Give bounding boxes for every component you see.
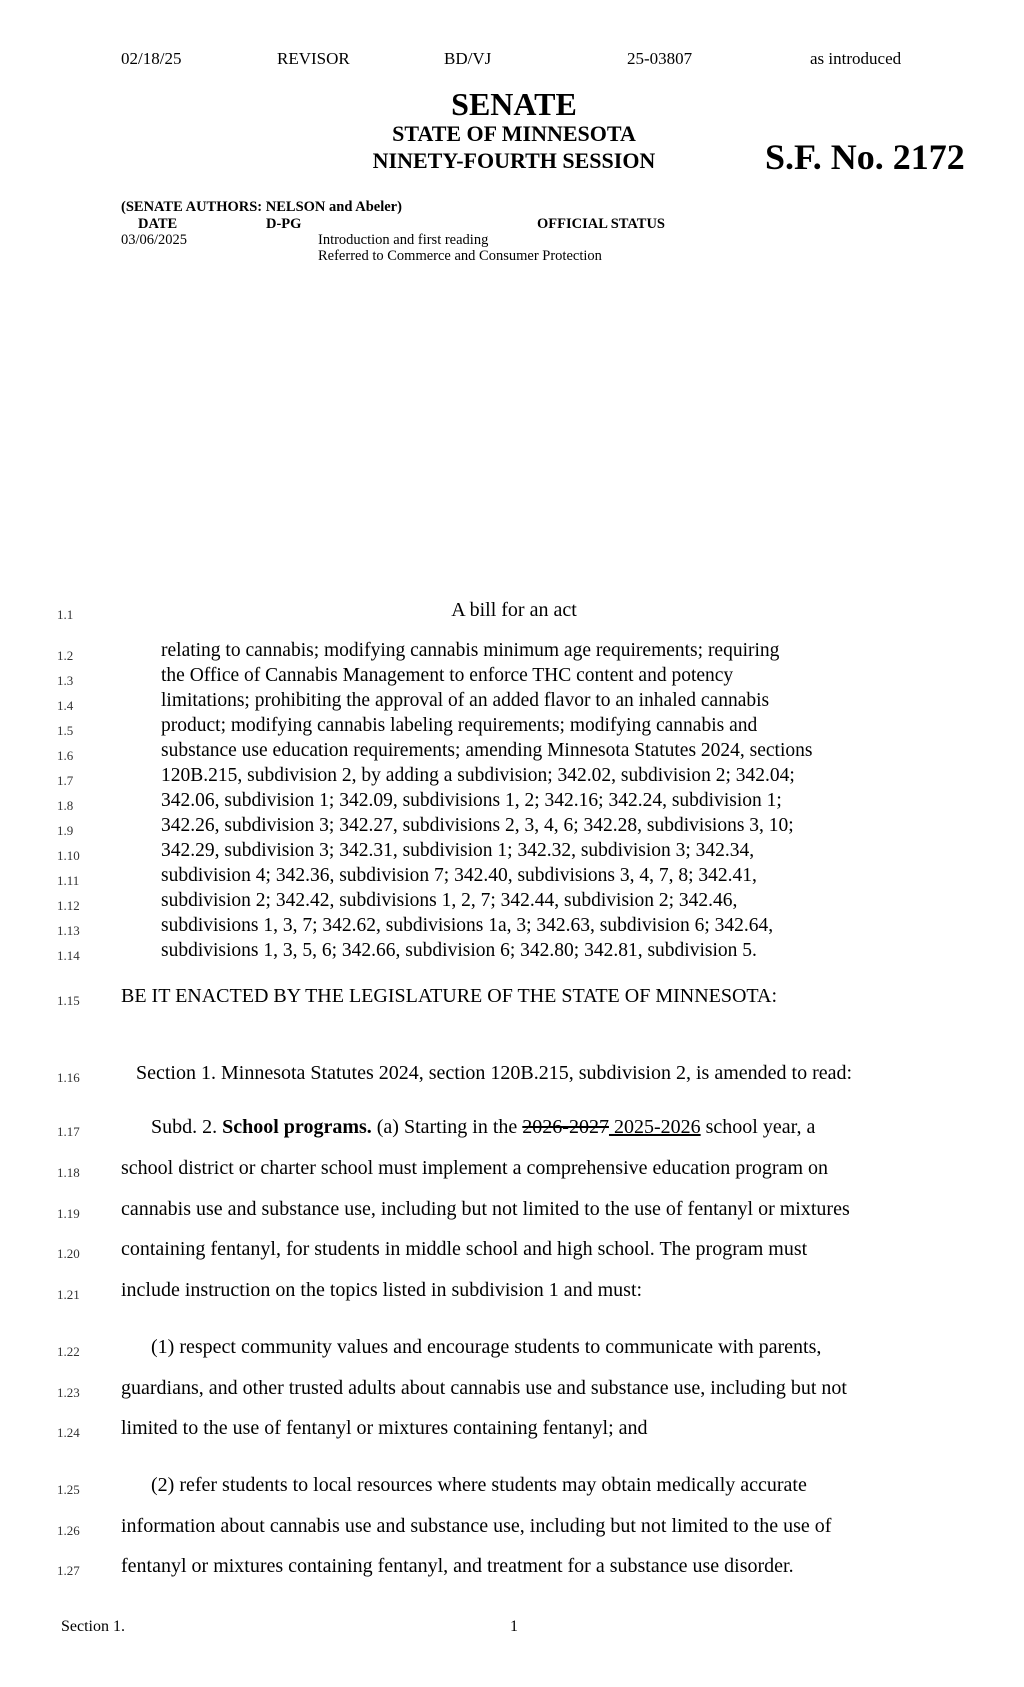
enacting-clause: BE IT ENACTED BY THE LEGISLATURE OF THE STATE OF MINNESOTA:	[121, 985, 778, 1007]
body-line: school district or charter school must implement a comprehensive education program on	[121, 1157, 829, 1179]
line-number: 1.1	[57, 607, 74, 622]
item-2-line: fentanyl or mixtures containing fentanyl, and treatment for a substance use disorder.	[121, 1555, 794, 1577]
line-number: 1.5	[57, 723, 74, 738]
title-senate: SENATE	[451, 86, 577, 122]
bill-number: S.F. No. 2172	[765, 137, 965, 177]
column-official-status: OFFICIAL STATUS	[537, 216, 665, 232]
header-initials: BD/VJ	[444, 49, 492, 68]
section-heading: Section 1. Minnesota Statutes 2024, section 120B.215, subdivision 2, is amended to read:	[136, 1062, 853, 1084]
bill-heading: A bill for an act	[451, 599, 577, 621]
line-number: 1.6	[57, 748, 74, 763]
struck-text: 2026-2027	[522, 1116, 609, 1138]
title-line: subdivision 4; 342.36, subdivision 7; 342.40, subdivisions 3, 4, 7, 8; 342.41,	[161, 865, 757, 886]
line-number: 1.8	[57, 798, 74, 813]
line-number: 1.20	[57, 1246, 80, 1261]
header-status: as introduced	[810, 49, 902, 68]
title-line: 342.26, subdivision 3; 342.27, subdivisions 2, 3, 4, 6; 342.28, subdivisions 3, 10;	[161, 815, 794, 836]
column-dpg: D-PG	[266, 216, 302, 232]
title-line: relating to cannabis; modifying cannabis minimum age requirements; requiring	[161, 640, 780, 661]
line-number: 1.24	[57, 1425, 80, 1440]
line-number: 1.21	[57, 1287, 80, 1302]
line-number: 1.25	[57, 1482, 80, 1497]
title-line: subdivision 2; 342.42, subdivisions 1, 2, 7; 342.44, subdivision 2; 342.46,	[161, 890, 738, 911]
line-number: 1.15	[57, 993, 80, 1008]
line-number: 1.14	[57, 948, 80, 963]
line-number: 1.2	[57, 648, 74, 663]
item-2-line: information about cannabis use and substance use, including but not limited to the use of	[121, 1515, 832, 1537]
title-line: the Office of Cannabis Management to enforce THC content and potency	[161, 665, 734, 686]
status-entry-2: Referred to Commerce and Consumer Protection	[318, 248, 602, 264]
item-1-line: guardians, and other trusted adults about cannabis use and substance use, including but not	[121, 1377, 847, 1399]
line-number: 1.13	[57, 923, 80, 938]
title-line: substance use education requirements; amending Minnesota Statutes 2024, sections	[161, 740, 813, 761]
line-number: 1.16	[57, 1070, 80, 1085]
senate-authors: (SENATE AUTHORS: NELSON and Abeler)	[121, 199, 402, 215]
item-1-line: (1) respect community values and encourage students to communicate with parents,	[151, 1336, 822, 1358]
line-number: 1.22	[57, 1344, 80, 1359]
title-line: 342.06, subdivision 1; 342.09, subdivisions 1, 2; 342.16; 342.24, subdivision 1;	[161, 790, 782, 811]
title-line: 342.29, subdivision 3; 342.31, subdivision 1; 342.32, subdivision 3; 342.34,	[161, 840, 755, 861]
subdivision-text-post: school year, a	[700, 1116, 816, 1138]
title-session: NINETY-FOURTH SESSION	[372, 148, 656, 173]
footer-section: Section 1.	[61, 1618, 125, 1635]
item-1-line: limited to the use of fentanyl or mixtures containing fentanyl; and	[121, 1417, 648, 1439]
line-number: 1.27	[57, 1563, 80, 1578]
item-2-line: (2) refer students to local resources where students may obtain medically accurate	[151, 1474, 807, 1496]
column-date: DATE	[138, 216, 178, 232]
line-number: 1.10	[57, 848, 80, 863]
subdivision-title: School programs.	[222, 1116, 372, 1138]
line-number: 1.9	[57, 823, 74, 838]
status-entry-1: Introduction and first reading	[318, 232, 489, 248]
line-number: 1.7	[57, 773, 74, 788]
footer-page-number: 1	[510, 1618, 518, 1635]
title-line: product; modifying cannabis labeling requirements; modifying cannabis and	[161, 715, 758, 736]
line-number: 1.4	[57, 698, 74, 713]
title-state: STATE OF MINNESOTA	[392, 121, 636, 146]
title-line: subdivisions 1, 3, 5, 6; 342.66, subdivision 6; 342.80; 342.81, subdivision 5.	[161, 940, 757, 961]
line-number: 1.11	[57, 873, 80, 888]
subdivision-text-pre: (a) Starting in the	[371, 1116, 523, 1138]
body-line: cannabis use and substance use, including but not limited to the use of fentanyl or mixtures	[121, 1198, 850, 1220]
status-entry-date: 03/06/2025	[121, 232, 188, 248]
body-line: include instruction on the topics listed in subdivision 1 and must:	[121, 1279, 643, 1301]
subdivision-prefix: Subd. 2.	[151, 1116, 223, 1138]
title-line: limitations; prohibiting the approval of an added flavor to an inhaled cannabis	[161, 690, 770, 711]
body-line: containing fentanyl, for students in middle school and high school. The program must	[121, 1238, 808, 1260]
header-date: 02/18/25	[121, 49, 182, 68]
title-line: 120B.215, subdivision 2, by adding a subdivision; 342.02, subdivision 2; 342.04;	[161, 765, 795, 786]
line-number: 1.26	[57, 1523, 80, 1538]
line-number: 1.23	[57, 1385, 80, 1400]
line-number: 1.18	[57, 1165, 80, 1180]
line-number: 1.12	[57, 898, 80, 913]
subdivision-line	[151, 1116, 815, 1139]
inserted-text: 2025-2026	[608, 1116, 701, 1138]
title-line: subdivisions 1, 3, 7; 342.62, subdivisions 1a, 3; 342.63, subdivision 6; 342.64,	[161, 915, 774, 936]
line-number: 1.3	[57, 673, 74, 688]
header-document-number: 25-03807	[627, 49, 693, 68]
line-number: 1.17	[57, 1124, 80, 1139]
line-number: 1.19	[57, 1206, 80, 1221]
header-revisor: REVISOR	[277, 49, 350, 68]
